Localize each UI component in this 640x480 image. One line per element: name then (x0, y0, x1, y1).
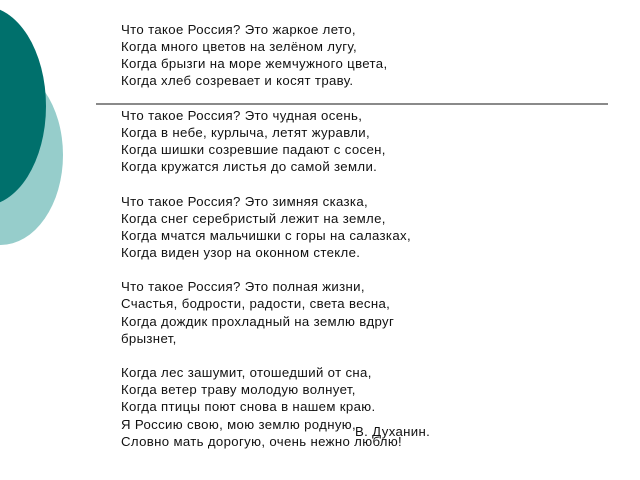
poem-line: Когда мчатся мальчишки с горы на салазках, (121, 227, 411, 243)
poem-text (121, 21, 621, 467)
poem-line: Когда шишки созревшие падают с сосен, (121, 142, 386, 158)
poem-line: Когда кружатся листья до самой земли. (121, 159, 378, 175)
poem-line: Что такое Россия? Это зимняя сказка, (121, 193, 369, 209)
poem-line: брызнет, (121, 330, 177, 346)
poem-line: Когда снег серебристый лежит на земле, (121, 210, 386, 226)
poem-line: Что такое Россия? Это полная жизни, (121, 279, 365, 295)
poem-line: Когда много цветов на зелёном лугу, (121, 39, 358, 55)
poem-line: Когда виден узор на оконном стекле. (121, 245, 361, 260)
poem-line: Когда птицы поют снова в нашем краю. (121, 399, 376, 415)
poem-line: Я Россию свою, мою землю родную, (121, 416, 357, 432)
poem-line: Когда ветер траву молодую волнует, (121, 382, 356, 398)
stanza-4 (121, 278, 621, 347)
poem-line: Когда брызги на море жемчужного цвета, (121, 56, 388, 72)
poem-line: Когда лес зашумит, отошедший от сна, (121, 365, 372, 381)
author-signature: В. Духанин. (355, 424, 431, 439)
stanza-2 (121, 107, 621, 176)
poem-line: Что такое Россия? Это чудная осень, (121, 107, 363, 123)
stanza-1 (121, 21, 621, 90)
poem-line: Когда хлеб созревает и косят траву. (121, 73, 354, 89)
poem-line: Когда дождик прохладный на землю вдруг (121, 313, 395, 329)
poem-line: Что такое Россия? Это жаркое лето, (121, 22, 356, 37)
poem-line: Словно мать дорогую, очень нежно люблю! (121, 433, 403, 449)
stanza-3 (121, 193, 621, 262)
poem-line: Счастья, бодрости, радости, света весна, (121, 296, 391, 312)
poem-line: Когда в небе, курлыча, летят журавли, (121, 124, 371, 140)
